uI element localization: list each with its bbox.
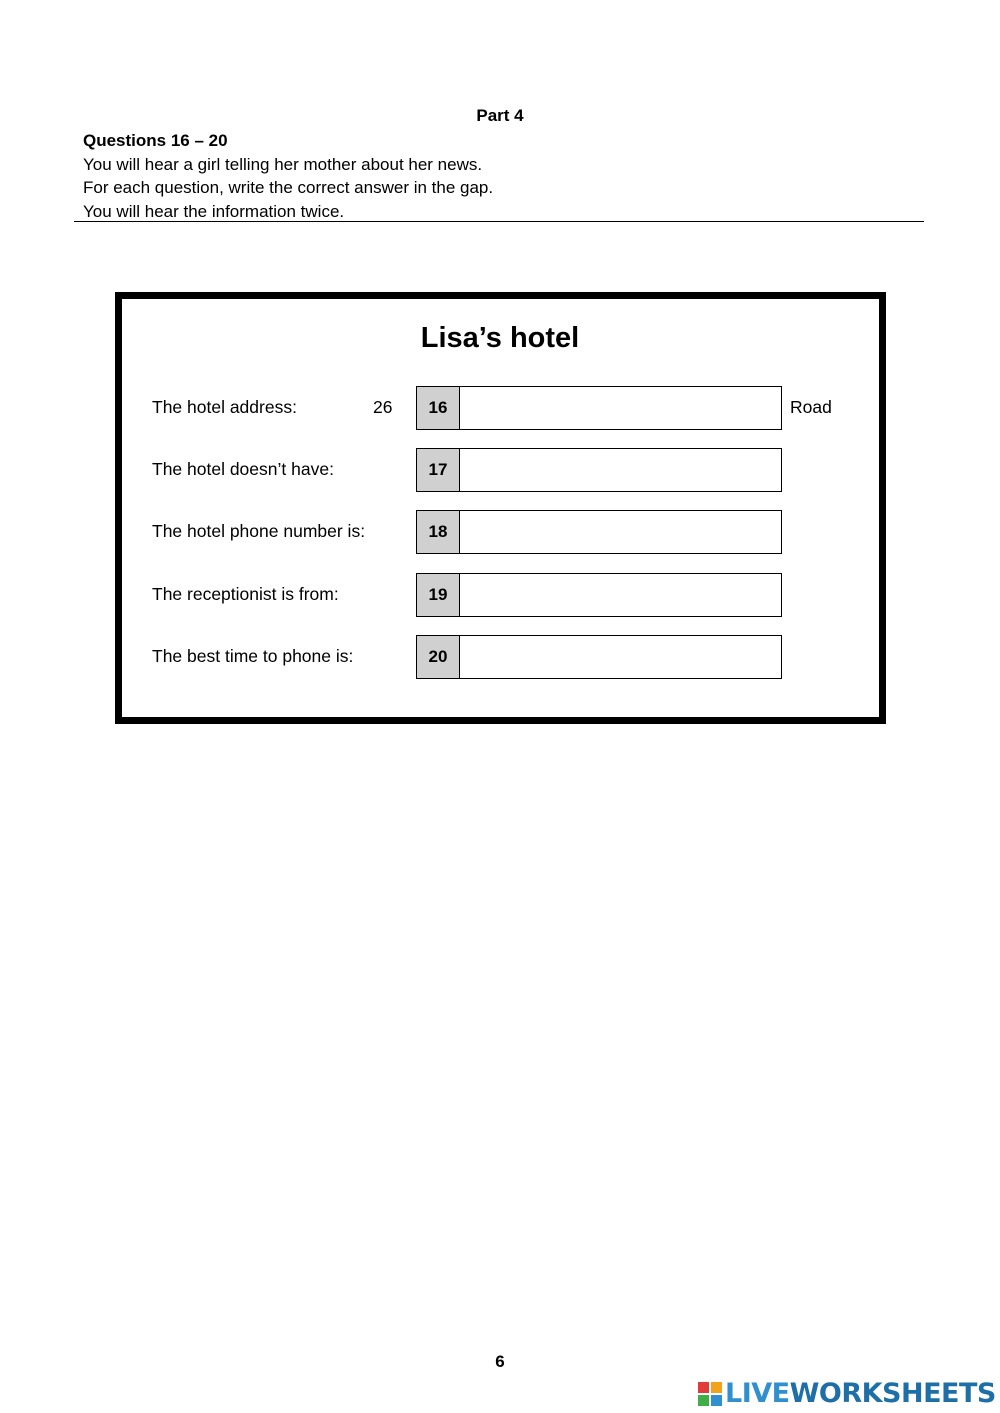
form-row-20 (0, 635, 1000, 679)
question-number: 20 (417, 636, 460, 678)
question-number: 19 (417, 574, 460, 616)
form-row-17 (0, 448, 1000, 492)
answer-box-16 (416, 386, 782, 430)
answer-input-19[interactable] (460, 574, 781, 616)
question-number: 18 (417, 511, 460, 553)
answer-input-20[interactable] (460, 636, 781, 678)
row-label: The hotel address: (152, 397, 297, 417)
form-row-16 (0, 386, 1000, 430)
answer-box-19 (416, 573, 782, 617)
form-row-18 (0, 510, 1000, 554)
form-row-19 (0, 573, 1000, 617)
answer-box-18 (416, 510, 782, 554)
question-number: 17 (417, 449, 460, 491)
row-label: The hotel phone number is: (152, 521, 366, 541)
answer-input-16[interactable] (460, 387, 781, 429)
question-number: 16 (417, 387, 460, 429)
instruction-line: You will hear the information twice. (83, 201, 345, 221)
answer-input-17[interactable] (460, 449, 781, 491)
logo-tile (711, 1395, 722, 1406)
brand-worksheets: WORKSHEETS (789, 1378, 996, 1409)
row-suffix: Road (790, 397, 832, 417)
questions-range: Questions 16 – 20 (83, 131, 228, 150)
logo-tile (698, 1382, 709, 1393)
instructions-block (83, 129, 493, 223)
part-title: Part 4 (476, 106, 524, 125)
row-prefix: 26 (373, 397, 393, 417)
brand-live: LIVE (725, 1378, 790, 1409)
row-label: The best time to phone is: (152, 646, 354, 666)
brand-text (725, 1378, 996, 1409)
logo-tile (711, 1382, 722, 1393)
divider (74, 221, 924, 222)
page-number: 6 (495, 1352, 505, 1371)
answer-box-17 (416, 448, 782, 492)
form-title: Lisa’s hotel (420, 322, 580, 354)
row-label: The receptionist is from: (152, 584, 339, 604)
logo-tile (698, 1395, 709, 1406)
instruction-line: For each question, write the correct answer in the gap. (83, 178, 494, 197)
answer-input-18[interactable] (460, 511, 781, 553)
row-label: The hotel doesn’t have: (152, 459, 334, 479)
liveworksheets-brand (698, 1378, 996, 1409)
answer-box-20 (416, 635, 782, 679)
instruction-line: You will hear a girl telling her mother about her news. (83, 154, 483, 174)
liveworksheets-logo-icon (698, 1382, 722, 1406)
